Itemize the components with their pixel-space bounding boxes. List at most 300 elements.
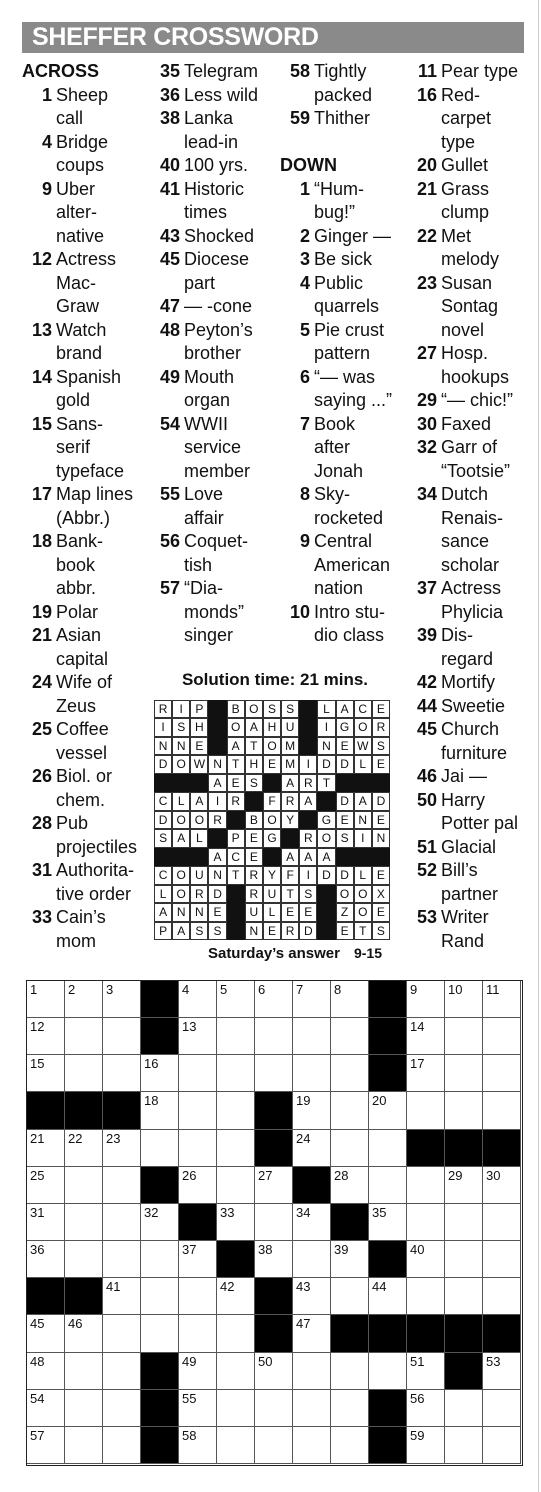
grid-cell[interactable]: [179, 1055, 217, 1092]
solution-letter: O: [317, 829, 335, 847]
grid-cell[interactable]: [27, 1130, 65, 1167]
grid-cell[interactable]: [483, 1390, 521, 1427]
clue: [150, 225, 258, 249]
clue-text: Actress Mac- Graw: [56, 249, 117, 316]
clue: [150, 154, 258, 178]
black-square: [65, 1092, 103, 1129]
grid-cell[interactable]: [217, 1278, 255, 1315]
grid-cell[interactable]: [255, 1055, 293, 1092]
solution-black-cell: [317, 903, 335, 921]
solution-letter: R: [227, 792, 245, 810]
grid-cell[interactable]: [293, 981, 331, 1018]
grid-cell[interactable]: [255, 1204, 293, 1241]
grid-cell[interactable]: [293, 1241, 331, 1278]
cell-number: 3: [106, 982, 114, 997]
clue-text: Red- carpet type: [441, 84, 492, 152]
grid-cell[interactable]: [141, 1315, 179, 1352]
grid-cell[interactable]: [141, 1241, 179, 1278]
grid-cell[interactable]: [445, 1167, 483, 1204]
clue: [407, 906, 518, 953]
grid-cell[interactable]: [217, 1092, 255, 1129]
grid-cell[interactable]: [407, 1055, 445, 1092]
grid-cell[interactable]: [407, 1204, 445, 1241]
black-square: [141, 1427, 179, 1464]
solution-letter: O: [172, 811, 190, 829]
grid-cell[interactable]: [103, 1055, 141, 1092]
grid-cell[interactable]: [65, 1130, 103, 1167]
clue-number: 14: [31, 366, 52, 387]
grid-cell[interactable]: [65, 1204, 103, 1241]
grid-cell[interactable]: [331, 1130, 369, 1167]
grid-cell[interactable]: [255, 981, 293, 1018]
cell-number: 21: [30, 1130, 45, 1146]
grid-cell[interactable]: [407, 1018, 445, 1055]
clue-text: Hosp. hookups: [441, 343, 510, 387]
grid-cell[interactable]: [483, 1241, 521, 1278]
grid-cell[interactable]: [103, 1427, 141, 1464]
clue-text: Church furniture: [441, 719, 508, 763]
clue: [407, 718, 518, 765]
clue-number: 59: [289, 108, 310, 128]
cell-number: 39: [334, 1242, 349, 1258]
grid-cell[interactable]: [445, 1427, 483, 1464]
solution-black-cell: [372, 848, 390, 866]
solution-letter: A: [208, 774, 226, 792]
grid-cell[interactable]: [369, 1353, 407, 1390]
solution-letter: E: [245, 848, 263, 866]
clue-text: Bank- book abbr.: [56, 531, 104, 598]
clue-text: — -cone: [184, 296, 253, 316]
clue: [280, 413, 392, 484]
solution-letter: N: [208, 755, 226, 773]
grid-cell[interactable]: [293, 1018, 331, 1055]
clue-text: Ginger —: [314, 225, 392, 246]
solution-letter: M: [281, 737, 299, 755]
grid-cell[interactable]: [255, 1241, 293, 1278]
grid-cell[interactable]: [179, 1018, 217, 1055]
clue-number: 56: [159, 531, 180, 551]
clue: [22, 483, 137, 530]
cell-number: 59: [410, 1427, 425, 1443]
solution-letter: F: [281, 866, 299, 884]
solution-black-cell: [154, 774, 172, 792]
grid-cell[interactable]: [141, 1130, 179, 1167]
clue: [150, 84, 258, 108]
cell-number: 20: [372, 1093, 387, 1109]
solution-letter: U: [245, 903, 263, 921]
clue-number: 7: [299, 413, 310, 434]
grid-cell[interactable]: [141, 1092, 179, 1129]
clue-number: 21: [31, 625, 52, 645]
clue: [22, 671, 137, 718]
solution-letter: E: [227, 774, 245, 792]
grid-cell[interactable]: [331, 981, 369, 1018]
grid-cell[interactable]: [65, 981, 103, 1018]
clue-text: Historic times: [184, 178, 245, 222]
grid-cell[interactable]: [103, 1315, 141, 1352]
clue-number: 42: [416, 672, 437, 692]
clue-number: 34: [416, 484, 437, 504]
grid-cell[interactable]: [293, 1204, 331, 1241]
grid-cell[interactable]: [483, 1353, 521, 1390]
grid-cell[interactable]: [483, 1055, 521, 1092]
clue-number: 33: [31, 907, 52, 927]
grid-cell[interactable]: [65, 1018, 103, 1055]
grid-cell[interactable]: [217, 1353, 255, 1390]
clue-text: Pear type: [441, 61, 519, 81]
solution-letter: S: [299, 885, 317, 903]
clue: [280, 272, 392, 319]
grid-cell[interactable]: [217, 1204, 255, 1241]
solution-letter: P: [190, 700, 208, 718]
cell-number: 8: [334, 982, 342, 997]
grid-cell[interactable]: [27, 1315, 65, 1352]
clue-text: WWII service member: [184, 413, 251, 481]
grid-cell[interactable]: [445, 1278, 483, 1315]
grid-cell[interactable]: [255, 1390, 293, 1427]
grid-cell[interactable]: [27, 981, 65, 1018]
grid-cell[interactable]: [407, 981, 445, 1018]
grid-cell[interactable]: [27, 1204, 65, 1241]
clue-text: Coquet- tish: [184, 531, 249, 575]
clue: [150, 319, 258, 366]
grid-cell[interactable]: [293, 1092, 331, 1129]
clue: [150, 577, 258, 648]
clue-text: Be sick: [314, 249, 373, 269]
grid-cell[interactable]: [27, 1018, 65, 1055]
solution-letter: A: [208, 848, 226, 866]
clue-number: 9: [299, 531, 310, 551]
grid-cell[interactable]: [293, 1055, 331, 1092]
clue-number: 57: [159, 578, 180, 598]
grid-cell[interactable]: [483, 1167, 521, 1204]
cell-number: 37: [182, 1242, 197, 1258]
grid-cell[interactable]: [217, 1167, 255, 1204]
clue: [407, 859, 518, 906]
grid-cell[interactable]: [331, 1278, 369, 1315]
solution-black-cell: [299, 700, 317, 718]
grid-cell[interactable]: [27, 1167, 65, 1204]
cell-number: 9: [410, 982, 418, 997]
clue-text: Dis- regard: [441, 625, 494, 669]
clue-number: 3: [299, 249, 310, 269]
solution-letter: E: [336, 922, 354, 940]
grid-cell[interactable]: [331, 1241, 369, 1278]
cell-number: 5: [220, 982, 228, 997]
cell-number: 50: [258, 1353, 273, 1369]
solution-letter: N: [208, 866, 226, 884]
grid-cell[interactable]: [483, 1092, 521, 1129]
page-edge-rule: [538, 0, 539, 1492]
clue-number: 4: [299, 272, 310, 293]
solution-letter: E: [372, 903, 390, 921]
cell-number: 16: [144, 1056, 159, 1072]
solution-letter: R: [208, 811, 226, 829]
down-header: DOWN: [280, 155, 337, 175]
solution-letter: A: [317, 848, 335, 866]
grid-cell[interactable]: [369, 1167, 407, 1204]
clue-number: 58: [289, 61, 310, 81]
grid-cell[interactable]: [65, 1390, 103, 1427]
clue-text: Garr of “Tootsie”: [441, 437, 511, 481]
grid-cell[interactable]: [331, 1353, 369, 1390]
grid-cell[interactable]: [445, 1241, 483, 1278]
grid-cell[interactable]: [65, 1167, 103, 1204]
grid-cell[interactable]: [217, 1427, 255, 1464]
grid-cell[interactable]: [217, 981, 255, 1018]
clue: [22, 366, 137, 413]
clue-text: Grass clump: [441, 178, 490, 222]
clue-text: Susan Sontag novel: [441, 272, 499, 340]
grid-cell[interactable]: [407, 1167, 445, 1204]
grid-cell[interactable]: [65, 1427, 103, 1464]
grid-cell[interactable]: [293, 1315, 331, 1352]
clue: [22, 319, 137, 366]
grid-cell[interactable]: [331, 1055, 369, 1092]
grid-cell[interactable]: [217, 1315, 255, 1352]
clue-number: 20: [416, 155, 437, 175]
solution-letter: Y: [281, 811, 299, 829]
clue: [407, 60, 518, 84]
clue-number: 53: [416, 907, 437, 927]
black-square: [407, 1315, 445, 1352]
clue-text: Mouth organ: [184, 366, 235, 410]
cell-number: 29: [448, 1167, 463, 1183]
grid-cell[interactable]: [103, 1241, 141, 1278]
solution-letter: S: [372, 922, 390, 940]
grid-cell[interactable]: [369, 1092, 407, 1129]
grid-cell[interactable]: [103, 1018, 141, 1055]
grid-cell[interactable]: [255, 1353, 293, 1390]
grid-cell[interactable]: [445, 1092, 483, 1129]
solution-letter: S: [208, 922, 226, 940]
solution-letter: A: [299, 848, 317, 866]
cell-number: 57: [30, 1427, 45, 1443]
grid-cell[interactable]: [255, 1167, 293, 1204]
solution-letter: E: [190, 737, 208, 755]
grid-cell[interactable]: [293, 1130, 331, 1167]
grid-cell[interactable]: [65, 1353, 103, 1390]
grid-cell[interactable]: [103, 1204, 141, 1241]
grid-cell[interactable]: [103, 1167, 141, 1204]
grid-cell[interactable]: [65, 1055, 103, 1092]
grid-cell[interactable]: [27, 1390, 65, 1427]
grid-cell[interactable]: [179, 1092, 217, 1129]
solution-black-cell: [299, 811, 317, 829]
black-square: [445, 1130, 483, 1167]
grid-cell[interactable]: [407, 1353, 445, 1390]
grid-cell[interactable]: [141, 1278, 179, 1315]
clue-number: 29: [416, 390, 437, 410]
grid-cell[interactable]: [293, 1278, 331, 1315]
clue: [407, 154, 518, 178]
grid-cell[interactable]: [179, 1167, 217, 1204]
grid-cell[interactable]: [103, 981, 141, 1018]
grid-cell[interactable]: [331, 1427, 369, 1464]
grid-cell[interactable]: [331, 1167, 369, 1204]
solution-black-cell: [227, 903, 245, 921]
grid-cell[interactable]: [407, 1092, 445, 1129]
grid-cell[interactable]: [179, 1241, 217, 1278]
clue-text: “Hum- bug!”: [314, 178, 364, 222]
grid-cell[interactable]: [27, 1241, 65, 1278]
solution-letter: R: [372, 718, 390, 736]
clue: [407, 389, 518, 413]
clue: [280, 366, 392, 413]
clue-number: 1: [299, 178, 310, 199]
grid-cell[interactable]: [179, 1390, 217, 1427]
clue-number: 30: [416, 413, 437, 434]
grid-cell[interactable]: [483, 1018, 521, 1055]
grid-cell[interactable]: [369, 1278, 407, 1315]
clue-number: 12: [31, 249, 52, 269]
black-square: [255, 1130, 293, 1167]
grid-cell[interactable]: [217, 1018, 255, 1055]
grid-cell[interactable]: [217, 1055, 255, 1092]
cell-number: 47: [296, 1316, 311, 1332]
cell-number: 43: [296, 1279, 311, 1295]
solution-black-cell: [317, 922, 335, 940]
grid-cell[interactable]: [407, 1241, 445, 1278]
solution-letter: G: [263, 829, 281, 847]
clue: [280, 60, 392, 107]
grid-cell[interactable]: [179, 1278, 217, 1315]
cell-number: 24: [296, 1130, 311, 1146]
clue-column-1: [22, 60, 137, 953]
grid-cell[interactable]: [483, 1204, 521, 1241]
grid-cell[interactable]: [179, 1353, 217, 1390]
grid-cell[interactable]: [141, 1204, 179, 1241]
grid-cell[interactable]: [445, 1204, 483, 1241]
solution-letter: S: [172, 718, 190, 736]
grid-cell[interactable]: [331, 1018, 369, 1055]
cell-number: 17: [410, 1056, 425, 1072]
grid-cell[interactable]: [141, 1055, 179, 1092]
solution-black-cell: [317, 885, 335, 903]
black-square: [255, 1278, 293, 1315]
clue-number: 45: [416, 719, 437, 739]
clue: [407, 624, 518, 671]
clue-number: 40: [159, 155, 180, 175]
cell-number: 44: [372, 1279, 387, 1295]
clue: [22, 624, 137, 671]
clue-number: 23: [416, 272, 437, 293]
grid-cell[interactable]: [331, 1390, 369, 1427]
solution-letter: A: [281, 774, 299, 792]
clue-column-2: [150, 60, 258, 648]
clue-number: 45: [159, 249, 180, 269]
grid-cell[interactable]: [483, 1427, 521, 1464]
clue: [407, 836, 518, 860]
solution-letter: N: [154, 737, 172, 755]
grid-cell[interactable]: [27, 1427, 65, 1464]
clue-number: 37: [416, 578, 437, 598]
clue-number: 2: [299, 225, 310, 246]
solution-letter: L: [317, 700, 335, 718]
clue-number: 28: [31, 813, 52, 833]
grid-cell[interactable]: [255, 1427, 293, 1464]
grid-cell[interactable]: [369, 1204, 407, 1241]
grid-cell[interactable]: [65, 1241, 103, 1278]
solution-black-cell: [317, 792, 335, 810]
black-square: [331, 1204, 369, 1241]
solution-letter: D: [336, 866, 354, 884]
grid-cell[interactable]: [369, 1130, 407, 1167]
grid-cell[interactable]: [103, 1390, 141, 1427]
solution-letter: E: [336, 737, 354, 755]
grid-cell[interactable]: [483, 1278, 521, 1315]
black-square: [293, 1167, 331, 1204]
solution-letter: S: [372, 737, 390, 755]
cell-number: 51: [410, 1353, 425, 1369]
solution-letter: A: [154, 903, 172, 921]
grid-cell[interactable]: [27, 1353, 65, 1390]
solution-letter: T: [281, 885, 299, 903]
grid-cell[interactable]: [179, 981, 217, 1018]
grid-cell[interactable]: [293, 1390, 331, 1427]
grid-cell[interactable]: [293, 1353, 331, 1390]
cell-number: 49: [182, 1353, 197, 1369]
cell-number: 56: [410, 1390, 425, 1406]
grid-cell[interactable]: [179, 1427, 217, 1464]
grid-cell[interactable]: [217, 1390, 255, 1427]
grid-cell[interactable]: [293, 1427, 331, 1464]
solution-letter: R: [245, 866, 263, 884]
cell-number: 13: [182, 1019, 197, 1035]
grid-cell[interactable]: [217, 1130, 255, 1167]
clue-text: Intro stu- dio class: [314, 601, 386, 645]
grid-cell[interactable]: [483, 981, 521, 1018]
grid-cell[interactable]: [331, 1092, 369, 1129]
clue: [407, 272, 518, 343]
grid-cell[interactable]: [103, 1278, 141, 1315]
grid-cell[interactable]: [65, 1315, 103, 1352]
grid-cell[interactable]: [445, 981, 483, 1018]
grid-cell[interactable]: [407, 1390, 445, 1427]
solution-letter: E: [372, 866, 390, 884]
grid-cell[interactable]: [103, 1130, 141, 1167]
solution-letter: Z: [336, 903, 354, 921]
clue-text: Book after Jonah: [314, 413, 364, 481]
solution-letter: R: [154, 700, 172, 718]
clue-text: Bill’s partner: [441, 860, 499, 904]
solution-black-cell: [354, 848, 372, 866]
clue-number: 31: [31, 860, 52, 880]
grid-cell[interactable]: [255, 1018, 293, 1055]
grid-cell[interactable]: [445, 1055, 483, 1092]
black-square: [369, 1018, 407, 1055]
clue-number: 18: [31, 531, 52, 551]
solution-letter: D: [208, 885, 226, 903]
solution-letter: E: [299, 903, 317, 921]
grid-cell[interactable]: [445, 1390, 483, 1427]
grid-cell[interactable]: [179, 1315, 217, 1352]
grid-cell[interactable]: [407, 1427, 445, 1464]
solution-black-cell: [354, 774, 372, 792]
clue-text: Thither: [314, 108, 371, 128]
grid-cell[interactable]: [407, 1278, 445, 1315]
grid-cell[interactable]: [179, 1130, 217, 1167]
solution-letter: R: [281, 792, 299, 810]
solution-letter: O: [263, 811, 281, 829]
clue-text: Lanka lead-in: [184, 108, 239, 152]
grid-cell[interactable]: [445, 1018, 483, 1055]
grid-cell[interactable]: [103, 1353, 141, 1390]
clue-text: Mortify: [441, 672, 495, 692]
solution-letter: A: [227, 737, 245, 755]
solution-letter: I: [154, 718, 172, 736]
grid-cell[interactable]: [27, 1055, 65, 1092]
